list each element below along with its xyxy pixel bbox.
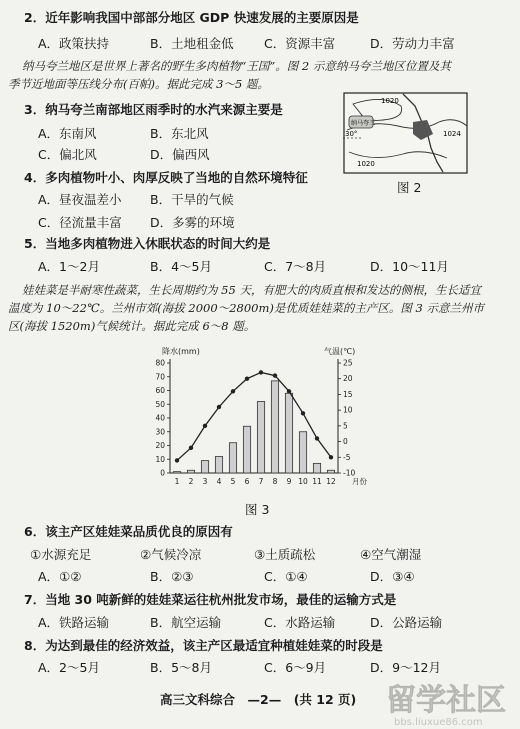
precipitation-bar (243, 426, 250, 473)
figure2-caption: 图 2 (397, 180, 422, 195)
x-axis-label: 月份 (352, 477, 367, 486)
q4-option-b: B．干旱的气候 (150, 192, 234, 207)
temperature-point (329, 455, 333, 459)
temperature-point (231, 389, 235, 393)
y-tick-label-left: 10 (155, 454, 165, 464)
figure3-caption: 图 3 (245, 502, 270, 517)
watermark-logo (380, 678, 520, 729)
q7-stem: 7．当地 30 吨新鲜的娃娃菜运往杭州批发市场，最佳的运输方式是 (24, 592, 397, 607)
x-tick-label: 3 (202, 477, 208, 486)
q8-option-d: D．9～12月 (370, 660, 441, 675)
x-tick-label: 5 (230, 477, 236, 486)
intro2-line3: 区(海拔 1520m)气候统计。据此完成 6～8 题。 (8, 319, 256, 333)
temperature-point (203, 424, 207, 428)
latitude-label: 30° (345, 130, 358, 138)
q6-option-b: B．②③ (150, 569, 194, 584)
x-tick-label: 6 (244, 477, 250, 486)
y-tick-label-left: 60 (155, 386, 165, 395)
precipitation-bar (313, 463, 320, 473)
q2-option-a: A．政策扶持 (38, 36, 110, 51)
y-tick-label-left: 30 (155, 427, 165, 437)
q3-option-b: B．东北风 (150, 126, 209, 141)
q5-option-c: C．7～8月 (264, 259, 327, 274)
y-axis-label-right: 气温(℃) (324, 347, 356, 356)
q4-option-c: C．径流量丰富 (38, 215, 122, 230)
temperature-point (175, 458, 179, 462)
q8-stem: 8．为达到最佳的经济效益，该主产区最适宜种植娃娃菜的时段是 (24, 638, 383, 653)
q4-stem: 4．多肉植物叶小、肉厚反映了当地的自然环境特征 (24, 170, 308, 185)
q4-option-a: A．昼夜温差小 (38, 192, 122, 207)
isobar-label-bottom: 1020 (357, 160, 375, 168)
intro1-line2: 季节近地面等压线分布(百帕)。据此完成 3～5 题。 (8, 77, 269, 91)
y-tick-label-right: 5 (343, 421, 348, 431)
x-tick-label: 11 (312, 477, 322, 486)
precipitation-bar (215, 457, 222, 474)
temperature-point (301, 411, 305, 415)
watermark-brand: 留学社区 (386, 683, 506, 718)
y-tick-label-right: 0 (343, 437, 348, 447)
temperature-point (245, 377, 249, 381)
x-tick-label: 7 (258, 477, 264, 486)
climate-chart (140, 345, 370, 495)
y-tick-label-left: 70 (155, 372, 165, 382)
q6-choice-2: ②气候冷凉 (140, 547, 202, 562)
q5-option-d: D．10～11月 (370, 259, 449, 274)
precipitation-bar (229, 443, 236, 473)
x-tick-label: 2 (188, 477, 194, 486)
precipitation-bar (201, 461, 208, 473)
watermark-url: bbs.liuxue86.com (394, 717, 483, 728)
q4-option-d: D．多雾的环境 (150, 215, 235, 230)
q3-option-c: C．偏北风 (38, 147, 97, 162)
q5-option-a: A．1～2月 (38, 259, 100, 274)
x-tick-label: 9 (286, 477, 292, 486)
q8-option-c: C．6～9月 (264, 660, 327, 675)
q6-stem: 6．该主产区娃娃菜品质优良的原因有 (24, 524, 233, 539)
page-footer: 高三文科综合 —2— (共 12 页) (160, 692, 357, 707)
x-tick-label: 4 (216, 477, 222, 486)
precipitation-bar (285, 393, 292, 473)
y-tick-label-right: 25 (343, 358, 353, 368)
temperature-point (259, 370, 263, 374)
precipitation-bar (271, 381, 278, 473)
y-tick-label-right: -10 (343, 468, 356, 478)
y-tick-label-left: 80 (155, 358, 165, 368)
y-tick-label-left: 40 (155, 413, 165, 423)
q6-option-c: C．①④ (264, 569, 308, 584)
q7-option-a: A．铁路运输 (38, 615, 110, 630)
q2-option-b: B．土地租金低 (150, 36, 234, 51)
q8-option-b: B．5～8月 (150, 660, 212, 675)
intro2-line1: 娃娃菜是半耐寒性蔬菜，生长周期约为 55 天，有肥大的肉质直根和发达的侧根，生长适宜 (22, 283, 481, 297)
x-tick-label: 12 (326, 477, 336, 486)
y-tick-label-right: 20 (343, 374, 353, 384)
temperature-point (189, 446, 193, 450)
y-axis-label-left: 降水(mm) (162, 347, 200, 356)
temperature-curve (177, 372, 331, 460)
q6-option-a: A．①② (38, 569, 82, 584)
temperature-line (175, 370, 333, 462)
y-tick-label-left: 50 (155, 399, 165, 409)
q6-choice-3: ③土质疏松 (254, 547, 316, 562)
q2-option-c: C．资源丰富 (264, 36, 336, 51)
y-tick-label-left: 0 (160, 468, 165, 478)
precipitation-bar (299, 432, 306, 473)
q3-stem: 3．纳马夸兰南部地区雨季时的水汽来源主要是 (24, 102, 283, 117)
precipitation-bar (187, 470, 194, 473)
precipitation-bar (173, 472, 180, 473)
x-tick-label: 1 (174, 477, 180, 486)
temperature-point (273, 373, 277, 377)
q8-option-a: A．2～5月 (38, 660, 100, 675)
temperature-point (217, 405, 221, 409)
q3-option-d: D．偏西风 (150, 147, 210, 162)
q6-choice-1: ①水源充足 (30, 547, 92, 562)
temperature-point (315, 436, 319, 440)
intro1-line1: 纳马夸兰地区是世界上著名的野生多肉植物“王国”。图 2 示意纳马夸兰地区位置及其 (22, 59, 451, 73)
q6-choice-4: ④空气潮湿 (360, 547, 422, 562)
q7-option-b: B．航空运输 (150, 615, 222, 630)
q3-option-a: A．东南风 (38, 126, 97, 141)
q5-stem: 5．当地多肉植物进入休眠状态的时间大约是 (24, 236, 271, 251)
figure2-map (343, 92, 468, 174)
q7-option-d: D．公路运输 (370, 615, 443, 630)
q2-option-d: D．劳动力丰富 (370, 36, 455, 51)
y-tick-label-right: 10 (343, 405, 353, 415)
isobar-label-right: 1024 (443, 130, 461, 138)
y-tick-label-left: 20 (155, 441, 165, 450)
temperature-point (287, 389, 291, 393)
precipitation-bar (257, 402, 264, 474)
q6-option-d: D．③④ (370, 569, 415, 584)
precipitation-bar (327, 470, 334, 473)
x-tick-label: 10 (298, 477, 308, 486)
q2-stem: 2．近年影响我国中部部分地区 GDP 快速发展的主要原因是 (24, 10, 359, 25)
y-tick-label-right: 15 (343, 389, 353, 399)
intro2-line2: 温度为 10～22℃。兰州市郊(海拔 2000～2800m)是优质娃娃菜的主产区。图 3 示意兰州市 (8, 301, 484, 315)
x-tick-label: 8 (272, 477, 278, 486)
y-tick-label-right: -5 (343, 452, 351, 462)
region-label: 纳马夸兰 (351, 120, 376, 127)
q7-option-c: C．水路运输 (264, 615, 336, 630)
isobar-label-top: 1020 (381, 97, 399, 105)
q5-option-b: B．4～5月 (150, 259, 212, 274)
